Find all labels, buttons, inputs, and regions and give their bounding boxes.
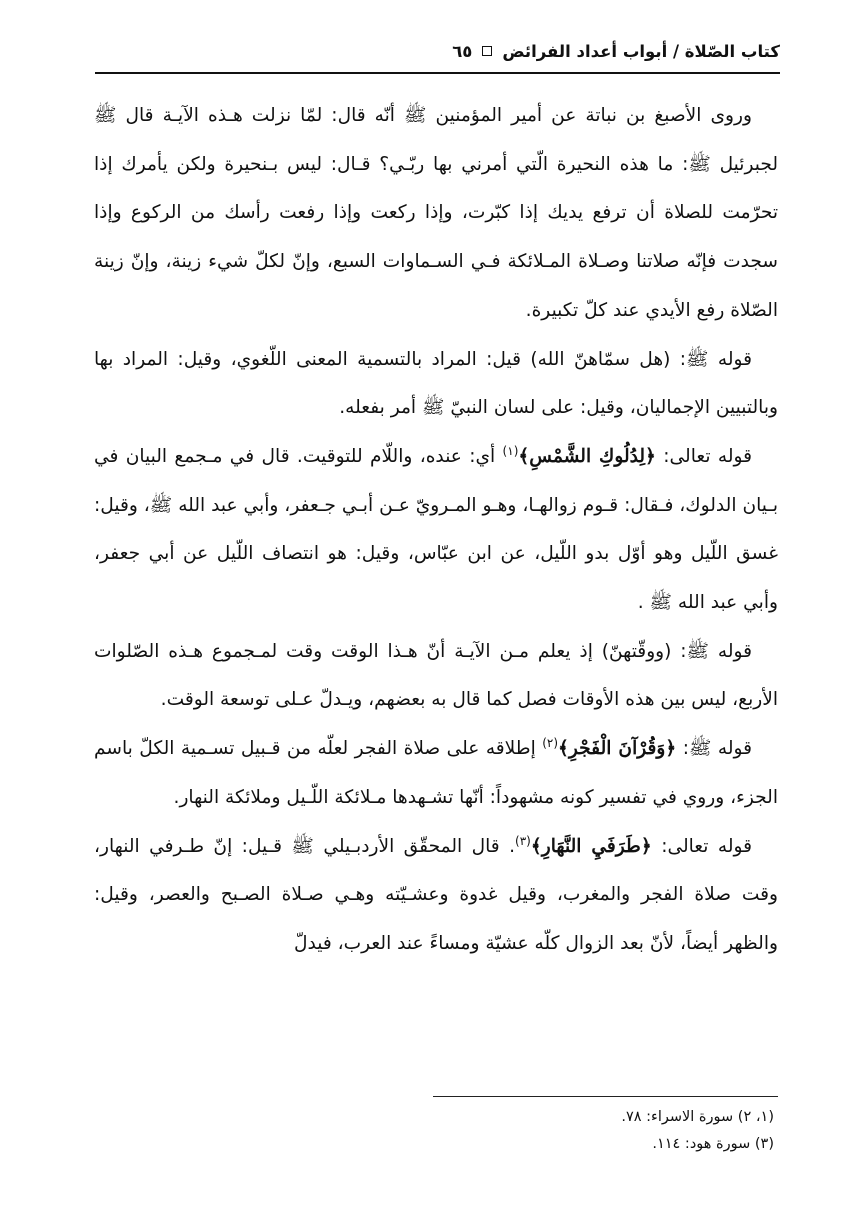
p6-lead: قوله تعالى: xyxy=(651,835,753,857)
footnotes xyxy=(94,1104,774,1158)
paragraph-2: قوله ﷺ: (هل سمّاهنّ الله) قيل: المراد بالتسمية المعنى اللّغوي، وقيل: المراد بها وبالتبيين الإجماليان، وقيل: على لسان النبيّ ﷺ أمر بفعله. xyxy=(94,348,778,419)
footnote-2: (٣) سورة هود: ١١٤. xyxy=(652,1136,774,1152)
paragraph-4: قوله ﷺ: (ووقّتهنّ) إذ يعلم مـن الآيـة أنّ هـذا الوقت وقت لمـجموع هـذه الصّلوات الأربع، ليس بين هذه الأوقات فصل كما قال به بعضهم، ويـدلّ عـلى توسعة الوقت. xyxy=(94,640,778,711)
quran-quote: ﴿وَقُرْآنَ الْفَجْرِ﴾ xyxy=(558,738,677,760)
p6-rest: . قال المحقّق الأردبـيلي ﷺ قـيل: إنّ طـرفي النهار، وقت صلاة الفجر والمغرب، وقيل غدوة وعشـيّته وهـي صـلاة الصـبح والعصر، وقيل: والظهر أيضاً، لأنّ بعد الزوال كلّه عشيّة ومساءً عند العرب، فيدلّ xyxy=(94,835,778,954)
paragraph-3 xyxy=(94,433,778,628)
p3-lead: قوله تعالى: xyxy=(655,445,752,467)
footnote-ref: (٣) xyxy=(515,833,531,848)
main-text xyxy=(94,92,778,969)
footnote-rule xyxy=(433,1096,778,1097)
footnote-1: (١، ٢) سورة الاسراء: ٧٨. xyxy=(621,1109,774,1125)
header-rule xyxy=(95,72,780,74)
header-title: كتاب الصّلاة / أبواب أعداد الفرائض xyxy=(502,41,780,61)
p5-rest: إطلاقه على صلاة الفجر لعلّه من قـبيل تسـمية الكلّ باسم الجزء، وروي في تفسير كونه مشهوداً: أنّها تشـهدها مـلائكة اللّـيل وملائكة النهار. xyxy=(94,738,778,808)
header-right xyxy=(452,42,780,61)
paragraph-6 xyxy=(94,823,778,969)
footnote-ref: (١) xyxy=(502,443,519,458)
page-number: ٦٥ xyxy=(452,41,473,61)
quran-quote: ﴿لِدُلُوكِ الشَّمْسِ﴾ xyxy=(518,445,656,467)
p5-lead: قوله ﷺ: xyxy=(676,738,752,760)
quran-quote: ﴿طَرَفَيِ النَّهَارِ﴾ xyxy=(530,835,652,857)
square-separator-icon xyxy=(482,46,492,56)
footnote-ref: (٢) xyxy=(542,735,559,750)
running-header xyxy=(95,38,780,64)
p3-rest: أي: عنده، واللّام للتوقيت. قال في مـجمع البيان في بـيان الدلوك، فـقال: قـوم زوالهـا، وهـو المـرويّ عـن أبـي جـعفر، وأبي عبد الله ﷺ، وقيل: غسق اللّيل وهو أوّل بدو اللّيل، عن ابن عبّاس، وقيل: هو انتصاف اللّيل عن أبي جعفر، وأبي عبد الله ﷺ . xyxy=(94,445,778,614)
paragraph-5 xyxy=(94,725,778,822)
paragraph-1: وروى الأصبغ بن نباتة عن أمير المؤمنين ﷺ أنّه قال: لمّا نزلت هـذه الآيـة قال ﷺ لجبرئيل ﷺ: ما هذه النحيرة الّتي أمرني بها ربّـي؟ قـال: ليس بـنحيرة ولكن يأمرك إذا تحرّمت للصلاة أن ترفع يديك إذا كبّرت، وإذا ركعت وإذا رفعت رأسك من الركوع وإذا سجدت فإنّه صلاتنا وصـلاة المـلائكة فـي السـماوات السبع، وإنّ لكلّ شيء زينة، وإنّ زينة الصّلاة رفع الأيدي عند كلّ تكبيرة. xyxy=(94,105,778,321)
